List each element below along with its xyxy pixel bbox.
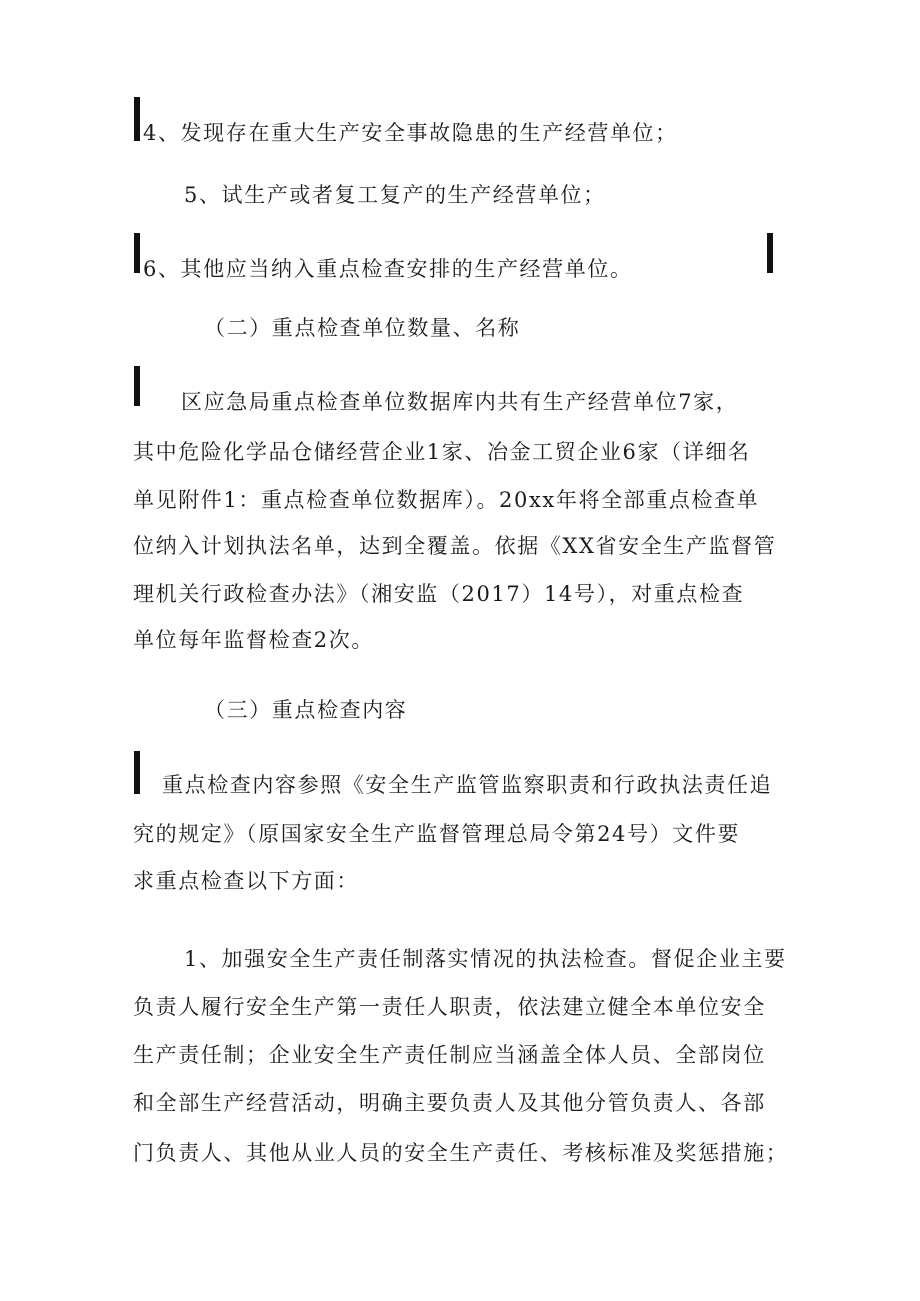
scan-mark-1	[134, 97, 140, 141]
scan-mark-3	[767, 233, 773, 273]
point-1-line-3: 生产责任制；企业安全生产责任制应当涵盖全体人员、全部岗位	[133, 1043, 766, 1067]
list-item-4: 4、发现存在重大生产安全事故隐患的生产经营单位；	[143, 121, 678, 145]
section-2-heading: （二）重点检查单位数量、名称	[204, 316, 521, 340]
section-3-intro-3: 求重点检查以下方面：	[133, 869, 359, 893]
section-3-heading: （三）重点检查内容	[204, 698, 408, 722]
scan-mark-4	[134, 366, 140, 406]
section-2-line-2: 其中危险化学品仓储经营企业1家、冶金工贸企业6家（详细名	[133, 440, 751, 464]
scan-mark-2	[134, 233, 140, 273]
point-1-line-5: 门负责人、其他从业人员的安全生产责任、考核标准及奖惩措施；	[133, 1141, 789, 1165]
section-2-line-5: 理机关行政检查办法》（湘安监（2017）14号），对重点检查	[133, 582, 745, 606]
section-2-line-6: 单位每年监督检查2次。	[133, 628, 374, 652]
point-1-line-4: 和全部生产经营活动，明确主要负责人及其他分管负责人、各部	[133, 1091, 766, 1115]
section-2-line-4: 位纳入计划执法名单，达到全覆盖。依据《XX省安全生产监督管	[133, 534, 777, 558]
list-item-5: 5、试生产或者复工复产的生产经营单位；	[184, 183, 606, 207]
section-2-line-3: 单见附件1：重点检查单位数据库）。20xx年将全部重点检查单	[133, 488, 760, 512]
section-3-intro-1: 重点检查内容参照《安全生产监管监察职责和行政执法责任追	[162, 773, 773, 797]
point-1-line-2: 负责人履行安全生产第一责任人职责，依法建立健全本单位安全	[133, 995, 766, 1019]
scan-mark-5	[134, 751, 140, 794]
section-3-intro-2: 究的规定》（原国家安全生产监督管理总局令第24号）文件要	[133, 822, 741, 846]
section-2-line-1: 区应急局重点检查单位数据库内共有生产经营单位7家，	[181, 390, 739, 414]
list-item-6: 6、其他应当纳入重点检查安排的生产经营单位。	[143, 257, 633, 281]
point-1-line-1: 1、加强安全生产责任制落实情况的执法检查。督促企业主要	[184, 947, 787, 971]
